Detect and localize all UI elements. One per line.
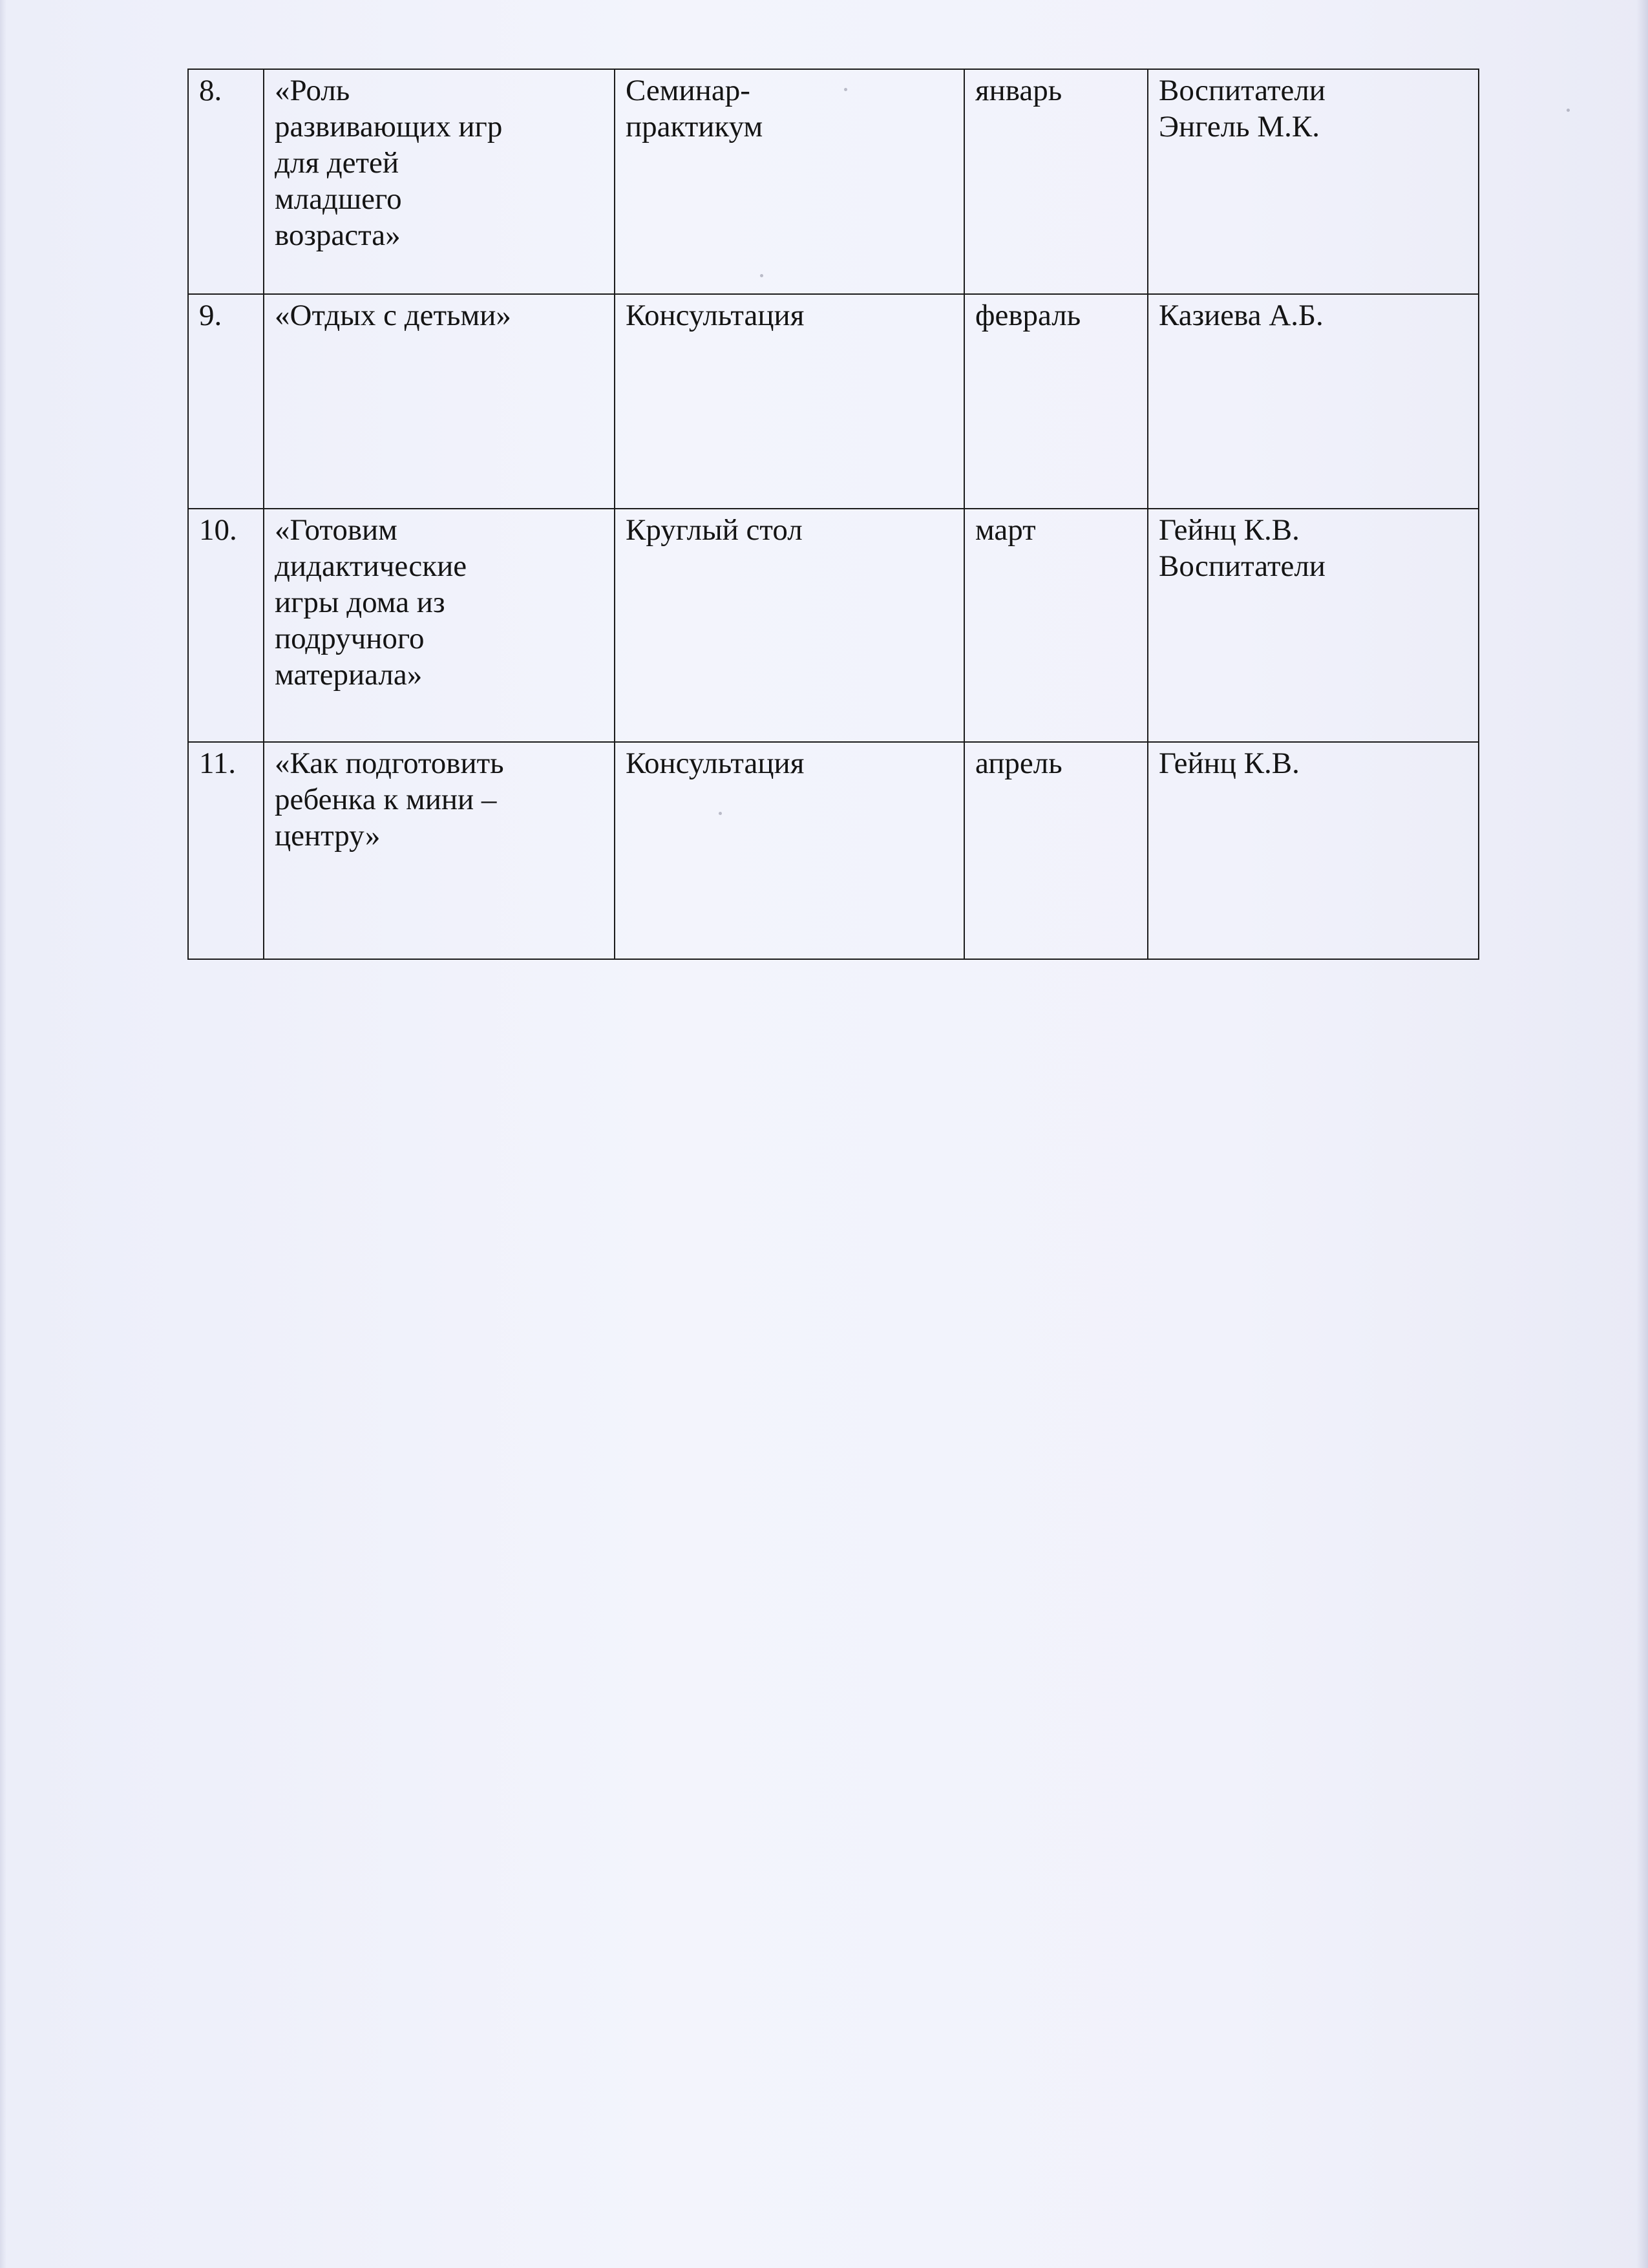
responsible-line: Гейнц К.В.: [1159, 513, 1300, 547]
page-left-shadow: [0, 0, 6, 2268]
cell-form: [615, 69, 964, 294]
cell-form: [615, 509, 964, 742]
table-row: [188, 509, 1479, 742]
form-line: практикум: [626, 110, 763, 143]
cell-topic: [264, 294, 615, 509]
topic-line: для детей: [275, 146, 399, 180]
responsible-line: Казиева А.Б.: [1159, 299, 1324, 332]
topic-line: ребенка к мини –: [275, 783, 497, 816]
responsible-line: Энгель М.К.: [1159, 110, 1320, 143]
cell-topic: [264, 742, 615, 959]
events-table: [187, 69, 1479, 960]
month-text: апрель: [975, 747, 1062, 780]
topic-line: дидактические: [275, 549, 467, 583]
form-line: Консультация: [626, 299, 805, 332]
cell-responsible: [1148, 509, 1479, 742]
topic-line: возраста»: [275, 218, 401, 252]
cell-topic: [264, 69, 615, 294]
cell-number: [188, 742, 264, 959]
cell-responsible: [1148, 69, 1479, 294]
form-line: Консультация: [626, 747, 805, 780]
responsible-line: Воспитатели: [1159, 74, 1326, 107]
topic-line: младшего: [275, 182, 402, 216]
table-row: [188, 69, 1479, 294]
num-text: 8.: [199, 74, 222, 107]
topic-line: подручного: [275, 622, 425, 655]
num-text: 10.: [199, 513, 237, 547]
form-line: Круглый стол: [626, 513, 803, 547]
cell-form: [615, 742, 964, 959]
page-right-shadow: [1636, 0, 1648, 2268]
cell-topic: [264, 509, 615, 742]
topic-line: «Отдых с детьми»: [275, 299, 511, 332]
topic-line: материала»: [275, 658, 423, 692]
responsible-line: Воспитатели: [1159, 549, 1326, 583]
cell-responsible: [1148, 742, 1479, 959]
month-text: январь: [975, 74, 1062, 107]
num-text: 11.: [199, 747, 237, 780]
topic-line: «Готовим: [275, 513, 397, 547]
cell-responsible: [1148, 294, 1479, 509]
topic-line: «Как подготовить: [275, 747, 504, 780]
cell-month: [964, 294, 1148, 509]
month-text: февраль: [975, 299, 1081, 332]
table-row: [188, 742, 1479, 959]
topic-line: «Роль: [275, 74, 350, 107]
form-line: Семинар-: [626, 74, 750, 107]
scan-speck: [1567, 109, 1570, 112]
cell-month: [964, 69, 1148, 294]
topic-line: центру»: [275, 819, 381, 853]
month-text: март: [975, 513, 1036, 547]
cell-number: [188, 294, 264, 509]
table-row: [188, 294, 1479, 509]
topic-line: развивающих игр: [275, 110, 503, 143]
responsible-line: Гейнц К.В.: [1159, 747, 1300, 780]
cell-number: [188, 509, 264, 742]
topic-line: игры дома из: [275, 586, 445, 619]
cell-month: [964, 509, 1148, 742]
cell-form: [615, 294, 964, 509]
num-text: 9.: [199, 299, 222, 332]
cell-number: [188, 69, 264, 294]
cell-month: [964, 742, 1148, 959]
